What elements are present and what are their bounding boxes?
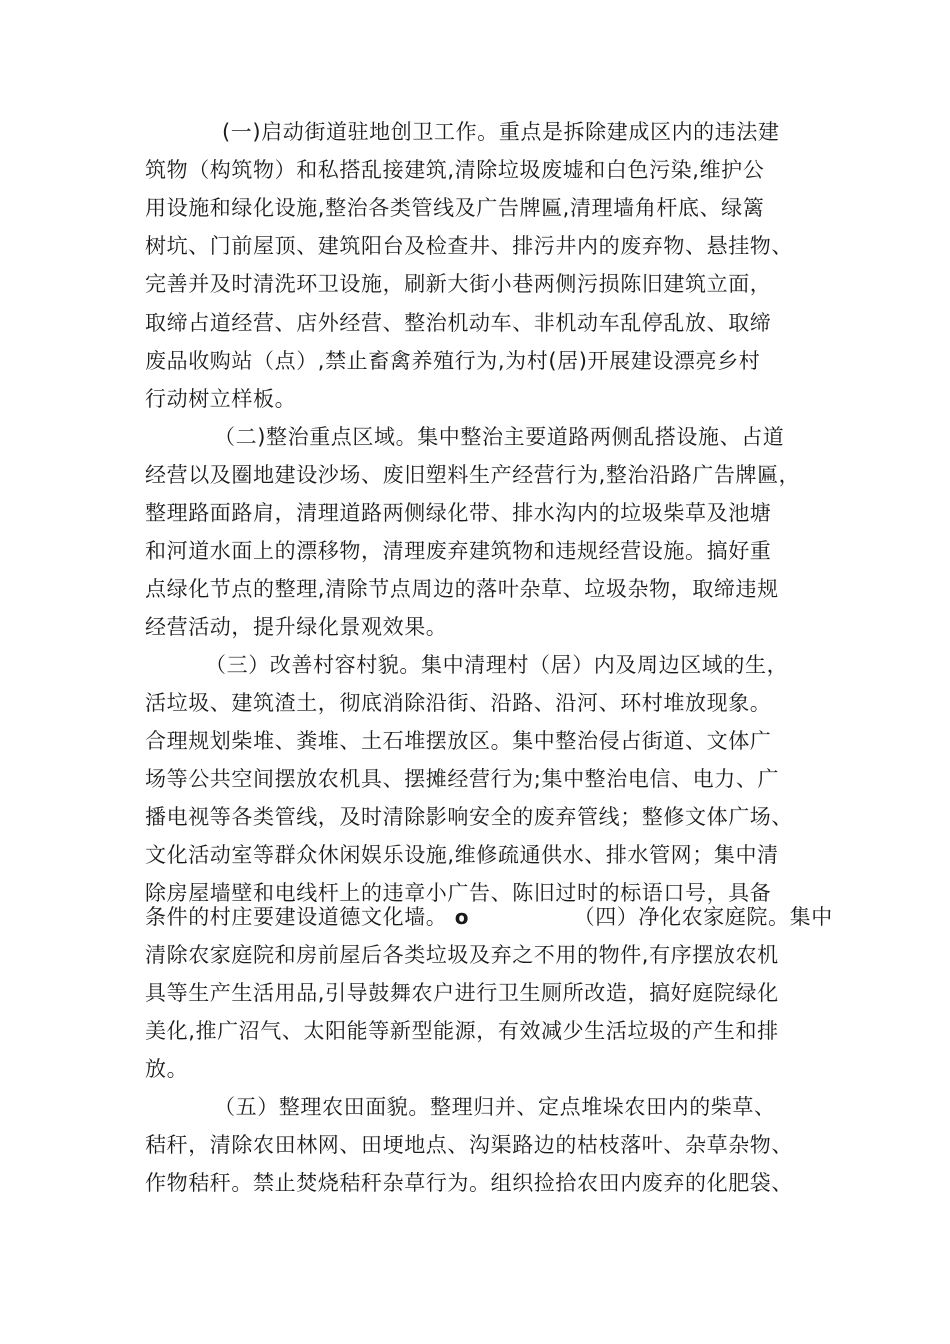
paragraph-5-line-1: （五）整理农田面貌。整理归并、定点堆垛农田内的柴草、 <box>214 1095 776 1119</box>
paragraph-1-line-1: (一)启动街道驻地创卫工作。重点是拆除建成区内的违法建 <box>222 120 780 144</box>
stray-mark: o <box>454 905 470 929</box>
paragraph-1-line-4: 树坑、门前屋顶、建筑阳台及检查井、排污井内的废弃物、悬挂物、 <box>145 234 793 258</box>
paragraph-3-line-4: 场等公共空间摆放农机具、摆摊经营行为;集中整治电信、电力、广 <box>145 767 780 791</box>
paragraph-2-line-4: 和河道水面上的漂移物，清理废弃建筑物和违规经营设施。搞好重 <box>145 539 772 563</box>
paragraph-1-line-6: 取缔占道经营、店外经营、整治机动车、非机动车乱停乱放、取缔 <box>145 311 772 335</box>
paragraph-4-line-2: 清除农家庭院和房前屋后各类垃圾及弃之不用的物件,有序摆放农机 <box>145 943 779 967</box>
paragraph-4-line-3: 具等生产生活用品,引导鼓舞农户进行卫生厕所改造，搞好庭院绿化 <box>145 981 779 1005</box>
paragraph-4-line-4: 美化,推广沼气、太阳能等新型能源，有效减少生活垃圾的产生和排 <box>145 1019 779 1043</box>
paragraph-4-line-1: （四）净化农家庭院。集中 <box>573 905 833 929</box>
mixed-line <box>145 902 833 932</box>
paragraph-1-line-7: 废品收购站（点）,禁止畜禽养殖行为,为村(居)开展建设漂亮乡村 <box>145 349 761 373</box>
paragraph-4-line-5: 放。 <box>145 1057 189 1081</box>
paragraph-3-line-3: 合理规划柴堆、粪堆、土石堆摆放区。集中整治侵占街道、文体广 <box>145 729 772 753</box>
paragraph-3-line-7: 除房屋墙壁和电线杆上的违章小广告、陈旧过时的标语口号，具备 <box>145 881 772 905</box>
paragraph-3-line-5: 播电视等各类管线，及时清除影响安全的废弃管线；整修文体广场、 <box>145 805 793 829</box>
paragraph-3-line-1: （三）改善村容村貌。集中清理村（居）内及周边区域的生， <box>205 653 789 677</box>
paragraph-5-line-2: 秸秆，清除农田林网、田埂地点、沟渠路边的枯枝落叶、杂草杂物、 <box>145 1133 793 1157</box>
paragraph-2-line-5: 点绿化节点的整理,清除节点周边的落叶杂草、垃圾杂物，取缔违规 <box>145 577 779 601</box>
paragraph-1-line-8: 行动树立样板。 <box>145 387 297 411</box>
paragraph-1-line-5: 完善并及时清洗环卫设施，刷新大街小巷两侧污损陈旧建筑立面， <box>145 272 772 296</box>
paragraph-2-line-2: 经营以及圈地建设沙场、废旧塑料生产经营行为,整治沿路广告牌匾， <box>145 463 801 487</box>
paragraph-1-line-3: 用设施和绿化设施,整治各类管线及广告牌匾,清理墙角杆底、绿篱 <box>145 196 765 220</box>
paragraph-3-line-8: 条件的村庄要建设道德文化墙。 <box>145 905 448 929</box>
paragraph-1-line-2: 筑物（构筑物）和私搭乱接建筑,清除垃圾废墟和白色污染,维护公 <box>145 158 765 182</box>
paragraph-2-line-6: 经营活动，提升绿化景观效果。 <box>145 615 448 639</box>
paragraph-2-line-1: （二)整治重点区域。集中整治主要道路两侧乱搭设施、占道 <box>214 425 785 449</box>
paragraph-3-line-2: 活垃圾、建筑渣土，彻底消除沿街、沿路、沿河、环村堆放现象。 <box>145 691 772 715</box>
paragraph-5-line-3: 作物秸秆。禁止焚烧秸秆杂草行为。组织捡拾农田内废弃的化肥袋、 <box>145 1171 793 1195</box>
paragraph-2-line-3: 整理路面路肩，清理道路两侧绿化带、排水沟内的垃圾柴草及池塘 <box>145 501 772 525</box>
paragraph-3-line-6: 文化活动室等群众休闲娱乐设施,维修疏通供水、排水管网；集中清 <box>145 843 779 867</box>
